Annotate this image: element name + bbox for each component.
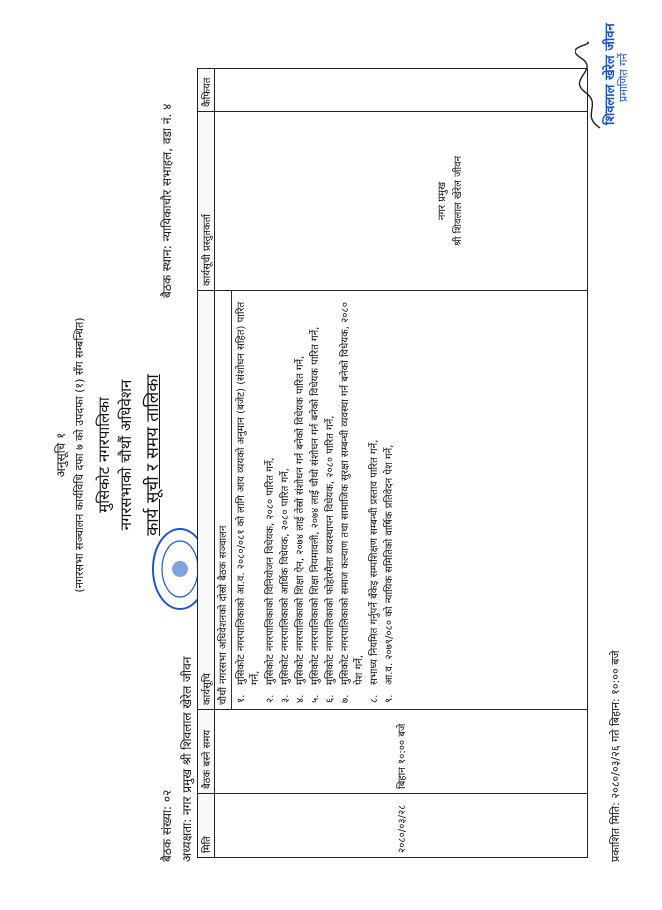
list-item: १. मुसिकोट नगरपालिकाको आ.व. २०८०/०८१ को लागि आय व्ययको अनुमान (बजेट) (संशोधन सहित) पारित गर्ने,: [236, 301, 261, 703]
date-cell: २०८०/०३/२८: [215, 794, 588, 858]
list-item: ७. मुसिकोट नगरपालिकाको समाज कल्याण तथा सामाजिक सुरक्षा सम्बन्धी व्यवस्था गर्न बनेको विधेयक, २०८० पेश गर्ने,: [340, 302, 365, 703]
list-item: ३. मुसिकोट नगरपालिकाको आर्थिक विधेयक, २०८० पारित गर्ने,: [280, 468, 291, 703]
municipality-name: मुसिकोट नगरपालिका: [95, 397, 113, 513]
presenter-cell: [215, 112, 588, 291]
reference-note: (नगरसभा सञ्चालन कार्यविधि दफा ७ को उपदफा (१) सँग सम्बन्धित): [73, 317, 86, 593]
document-title: कार्य सूची र समय तालिका: [143, 374, 163, 536]
remarks-cell: [215, 69, 588, 112]
header-remarks: कैफियत: [198, 69, 215, 112]
table-row: [215, 69, 588, 858]
published-date: प्रकाशित मिति: २०८०/०३/२६ गते बिहान: १०:०० बजे: [609, 650, 622, 862]
meeting-chair: अध्यक्षता: नगर प्रमुख श्री शिवलाल खेरेल जीवन: [180, 656, 194, 862]
time-cell: बिहान १०:०० बजे: [215, 710, 588, 794]
list-item: ५. मुसिकोट नगरपालिकाको शिक्षा नियमावली, २०७४ लाई चौथो संशोधन गर्न बनेको विधेयक पारित गर्ने,: [310, 326, 321, 703]
signatory-name: शिवलाल खेरेल जीवन: [603, 23, 618, 125]
list-item: ६. मुसिकोट नगरपालिकाको फोहोरमैला व्यवस्थापन विधेयक, २०८० पारित गर्ने,: [325, 415, 336, 703]
signatory-role: प्रमाणित गर्ने: [617, 53, 630, 102]
agenda-cell: [215, 291, 588, 710]
session-title: नगरसभाको चौथौं अधिवेशन: [117, 379, 135, 531]
header-presenter: कार्यसूची प्रस्तुतकर्ता: [198, 112, 215, 291]
schedule-table: [197, 68, 588, 858]
list-item: २. मुसिकोट नगरपालिकाको विनियोजन विधेयक, २०८० पारित गर्ने,: [265, 457, 276, 703]
annex-label: अनुसूचि १: [54, 432, 68, 478]
presenter-name: श्री शिवलाल खेरेल जीवन: [453, 155, 464, 247]
agenda-list: [235, 295, 397, 705]
list-item: ९. आ.व. २०७९/०८० को न्यायिक समितिको वार्षिक प्रतिवेदन पेश गर्ने,: [384, 444, 395, 703]
header-time: बैठक बस्ने समय: [198, 710, 215, 794]
table-header-row: [198, 69, 215, 858]
agenda-intro: चौथौं नगरसभा अधिवेशनको दोस्रो बैठक सञ्चालन: [215, 291, 232, 709]
meeting-number: बैठक संख्या: ०२: [160, 789, 174, 862]
presenter-role: नगर प्रमुख: [437, 181, 448, 221]
list-item: ८. सभाध्य नियमित गर्नुपर्ने बँकेइ सम्पशिक्षण सम्बन्धी प्रस्ताव पारित गर्ने,: [369, 439, 380, 703]
header-agenda: कार्यसूचि: [198, 291, 215, 710]
list-item: ४. मुसिकोट नगरपालिकाको शिक्षा ऐन, २०७४ लाई तेस्रो संशोधन गर्न बनेको विधेयक पारित गर्ने,: [295, 355, 306, 703]
meeting-venue: बैठक स्थान: न्यायिकाचौर सभाहल, वडा नं. ४: [160, 103, 174, 298]
header-date: मिति: [198, 794, 215, 858]
